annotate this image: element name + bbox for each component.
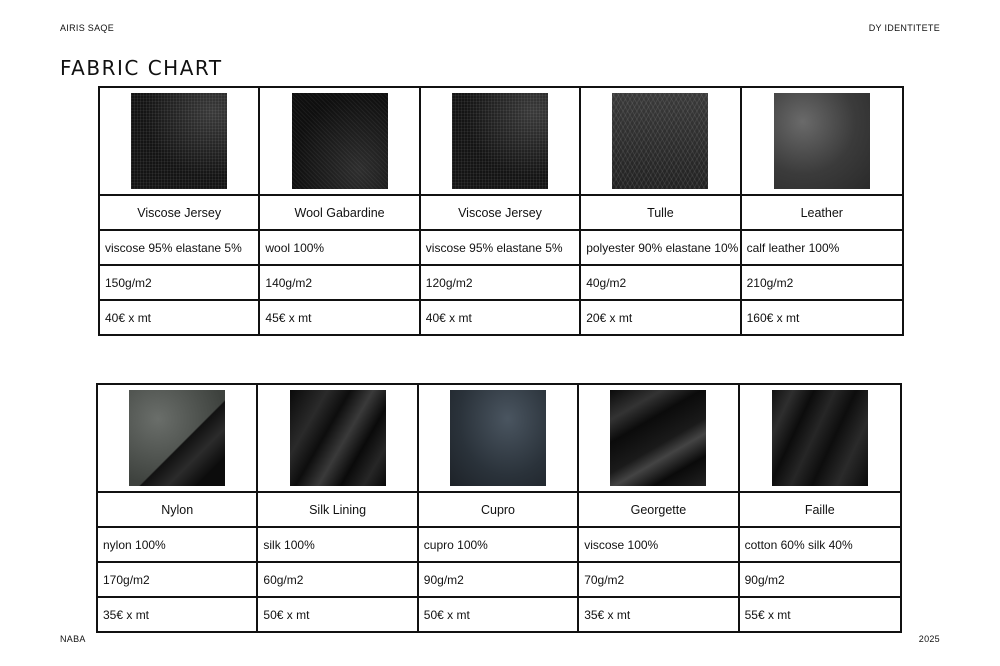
fabric-swatch-image (774, 93, 870, 189)
fabric-composition: viscose 95% elastane 5% (421, 231, 581, 266)
fabric-swatch-cell (260, 88, 420, 196)
fabric-price: 55€ x mt (744, 607, 791, 622)
fabric-weight: 90g/m2 (419, 563, 579, 598)
fabric-price: 50€ x mt (419, 598, 579, 631)
fabric-name: Silk Lining (258, 493, 418, 528)
header-right: DY IDENTITETE (868, 23, 940, 33)
fabric-swatch-cell (740, 385, 900, 493)
fabric-name: Leather (742, 196, 902, 231)
fabric-composition: calf leather 100% (742, 231, 902, 266)
fabric-name: Faille (740, 493, 900, 528)
fabric-composition: cupro 100% (419, 528, 579, 563)
fabric-swatch-image (452, 93, 548, 189)
fabric-composition: cotton 60% silk 40% (740, 528, 900, 563)
fabric-swatch-cell (742, 88, 902, 196)
fabric-swatch-cell (98, 385, 258, 493)
fabric-swatch-image (131, 93, 227, 189)
fabric-composition: viscose 100% (579, 528, 739, 563)
fabric-swatch-cell (258, 385, 418, 493)
fabric-swatch-image (772, 390, 868, 486)
footer-right: 2025 (918, 634, 940, 644)
footer-left: NABA (60, 634, 86, 644)
fabric-composition: polyester 90% elastane 10% (581, 231, 741, 266)
fabric-chart-top (98, 86, 904, 336)
fabric-weight: 40g/m2 (581, 266, 741, 301)
fabric-weight: 170g/m2 (98, 563, 258, 598)
fabric-weight: 140g/m2 (260, 266, 420, 301)
fabric-name: Viscose Jersey (421, 196, 581, 231)
fabric-swatch-image (610, 390, 706, 486)
fabric-name: Cupro (419, 493, 579, 528)
fabric-price: 160€ x mt (746, 310, 800, 325)
fabric-weight: 60g/m2 (258, 563, 418, 598)
fabric-composition: wool 100% (260, 231, 420, 266)
fabric-swatch-image (290, 390, 386, 486)
page-title: FABRIC CHART (60, 56, 223, 80)
fabric-composition: silk 100% (258, 528, 418, 563)
fabric-swatch-cell (421, 88, 581, 196)
fabric-composition: viscose 95% elastane 5% (100, 231, 260, 266)
fabric-weight: 120g/m2 (421, 266, 581, 301)
fabric-swatch-image (292, 93, 388, 189)
fabric-price: 50€ x mt (258, 598, 418, 631)
fabric-weight: 70g/m2 (579, 563, 739, 598)
fabric-weight: 90g/m2 (740, 563, 900, 598)
fabric-weight: 210g/m2 (742, 266, 902, 301)
fabric-swatch-cell (100, 88, 260, 196)
fabric-price: 40€ x mt (100, 301, 260, 334)
fabric-swatch-image (612, 93, 708, 189)
fabric-name: Viscose Jersey (100, 196, 260, 231)
fabric-name: Georgette (579, 493, 739, 528)
fabric-price: 35€ x mt (98, 598, 258, 631)
fabric-name: Nylon (98, 493, 258, 528)
fabric-name: Wool Gabardine (260, 196, 420, 231)
fabric-price: 40€ x mt (421, 301, 581, 334)
fabric-composition: nylon 100% (98, 528, 258, 563)
fabric-swatch-cell (579, 385, 739, 493)
fabric-price: 20€ x mt (581, 301, 741, 334)
fabric-chart-bottom (96, 383, 902, 633)
fabric-swatch-cell (581, 88, 741, 196)
fabric-weight: 150g/m2 (100, 266, 260, 301)
fabric-price: 35€ x mt (579, 598, 739, 631)
fabric-swatch-image (450, 390, 546, 486)
header-left: AIRIS SAQE (60, 23, 115, 33)
fabric-swatch-cell (419, 385, 579, 493)
fabric-price: 45€ x mt (260, 301, 420, 334)
fabric-swatch-image (129, 390, 225, 486)
fabric-name: Tulle (581, 196, 741, 231)
